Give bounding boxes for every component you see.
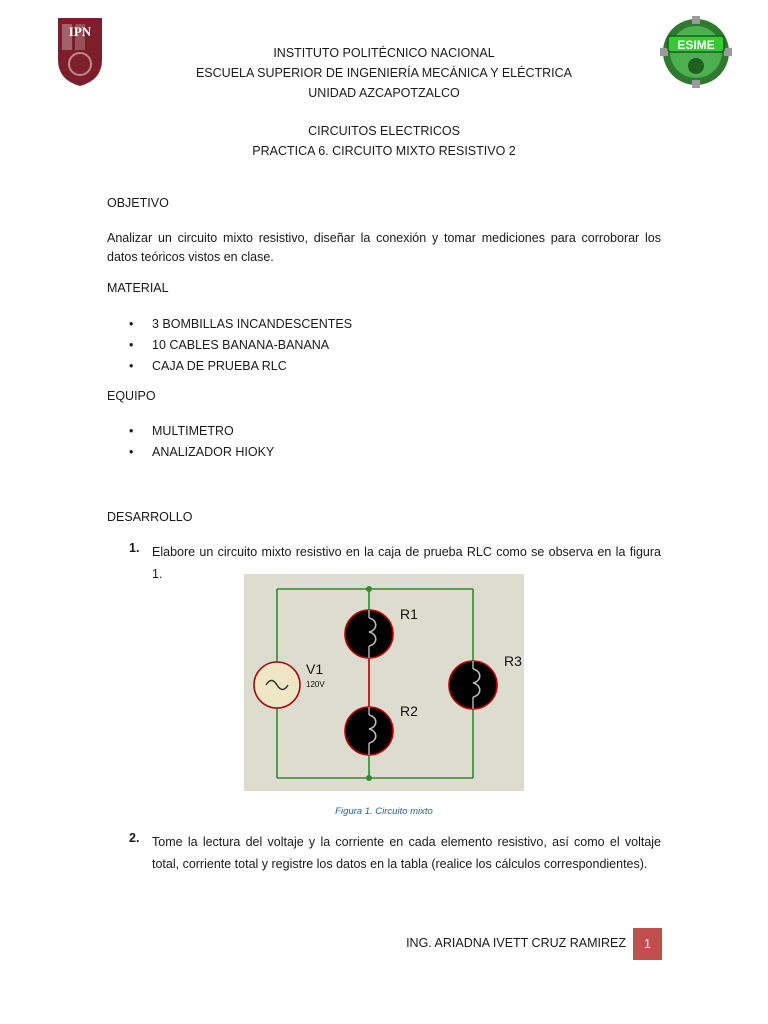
step-number: 2. [129, 831, 140, 845]
list-item: • MULTIMETRO [107, 422, 274, 443]
svg-text:IPN: IPN [68, 24, 92, 39]
list-item: • ANALIZADOR HIOKY [107, 443, 274, 464]
junction-top [366, 586, 372, 592]
lamp-r2 [345, 707, 393, 755]
practice-title: PRACTICA 6. CIRCUITO MIXTO RESISTIVO 2 [252, 144, 516, 158]
junction-bottom [366, 775, 372, 781]
source-label: V1 [306, 661, 324, 677]
list-item: • CAJA DE PRUEBA RLC [107, 357, 352, 378]
list-item: • 3 BOMBILLAS INCANDESCENTES [107, 315, 352, 336]
equipo-heading: EQUIPO [107, 389, 156, 403]
r1-label: R1 [400, 606, 418, 622]
material-heading: MATERIAL [107, 281, 169, 295]
lamp-r3 [449, 661, 497, 709]
step-text: Tome la lectura del voltaje y la corriente en cada elemento resistivo, así como el voltaje total, corriente total y registre los datos en la tabla (realice los cálculos correspondientes). [152, 835, 661, 871]
list-item: • 10 CABLES BANANA-BANANA [107, 336, 352, 357]
objetivo-text: Analizar un circuito mixto resistivo, diseñar la conexión y tomar mediciones para corroborar los datos teóricos vistos en clase. [107, 231, 661, 264]
school-name: ESCUELA SUPERIOR DE INGENIERÍA MECÁNICA Y ELÉCTRICA [195, 66, 573, 80]
step-2 [107, 831, 661, 875]
institution-name: INSTITUTO POLITÉCNICO NACIONAL [273, 46, 495, 60]
desarrollo-heading: DESARROLLO [107, 510, 193, 524]
step-text: Elabore un circuito mixto resistivo en la caja de prueba RLC como se observa en la figura 1. [152, 545, 661, 581]
unit-name: UNIDAD AZCAPOTZALCO [308, 86, 460, 100]
circuit-figure [244, 574, 524, 791]
ac-source [254, 662, 300, 708]
material-list [107, 315, 352, 378]
figure-caption: Figura 1. Circuito mixto [335, 806, 433, 817]
step-number: 1. [129, 541, 140, 555]
source-value: 120V [306, 680, 325, 689]
lamp-r1 [345, 610, 393, 658]
footer-author: ING. ARIADNA IVETT CRUZ RAMIREZ [406, 936, 626, 950]
svg-text:ESIME: ESIME [677, 38, 715, 52]
r3-label: R3 [504, 653, 522, 669]
course-title: CIRCUITOS ELECTRICOS [308, 124, 460, 138]
objetivo-heading: OBJETIVO [107, 196, 169, 210]
page-number: 1 [633, 928, 662, 960]
r2-label: R2 [400, 703, 418, 719]
equipo-list [107, 422, 274, 464]
